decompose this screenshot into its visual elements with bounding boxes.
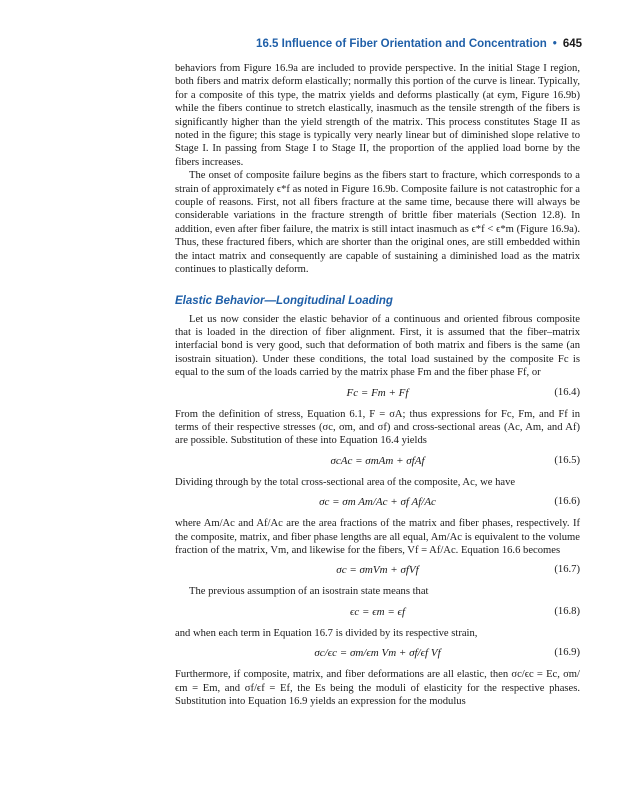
equation-16-7-expr: σc = σmVm + σfVf (336, 564, 419, 577)
equation-16-8-number: (16.8) (554, 605, 580, 617)
paragraph-2: The onset of composite failure begins as the fibers start to fracture, which corresponds to a strain of approximately ϵ*f as noted in Figure 16.9b. Composite failure is not catastrophic for a couple of reasons. First, not all fibers fracture at the same time, because there will always be considerable variations in the fracture strength of brittle fiber materials (Section 12.8). In addition, even after fiber failure, the matrix is still intact inasmuch as ϵ*f < ϵ*m (Figure 16.9a). Thus, these fractured fibers, which are shorter than the original ones, are still embedded within the intact matrix and consequently are capable of sustaining a diminished load as the matrix continues to plastically deform. (175, 170, 580, 276)
equation-16-5 (175, 452, 580, 472)
equation-16-4 (175, 384, 580, 404)
equation-16-5-number: (16.5) (554, 454, 580, 466)
paragraph-7: The previous assumption of an isostrain state means that (189, 586, 429, 598)
equation-16-7-number: (16.7) (554, 564, 580, 576)
page-number: 645 (562, 38, 582, 50)
paragraph-4: From the definition of stress, Equation 6.1, F = σA; thus expressions for Fc, Fm, and Ff in terms of their respective stresses (σc, σm, and σf) and cross-sectional areas (Ac, Am, and Af) are possible. Substitution of these into Equation 16.4 yields (175, 408, 580, 447)
equation-16-9-number: (16.9) (554, 647, 580, 659)
equation-16-6-expr: σc = σm Am/Ac + σf Af/Ac (319, 496, 436, 509)
equation-16-5-expr: σcAc = σmAm + σfAf (330, 454, 425, 467)
section-title: 16.5 Influence of Fiber Orientation and Concentration (256, 38, 547, 50)
equation-16-6-number: (16.6) (554, 496, 580, 508)
paragraph-5: Dividing through by the total cross-sectional area of the composite, Ac, we have (175, 476, 516, 488)
text-column (175, 62, 580, 708)
equation-16-8-expr: ϵc = ϵm = ϵf (349, 605, 406, 618)
equation-16-4-expr: Fc = Fm + Ff (346, 386, 409, 399)
running-header (256, 38, 582, 50)
paragraph-6: where Am/Ac and Af/Ac are the area fractions of the matrix and fiber phases, respectively. If the composite, matrix, and fiber phase lengths are all equal, Am/Ac is equivalent to the volume fraction of the matrix, Vm, and likewise for the fibers, Vf = Af/Ac. Equation 16.6 becomes (175, 518, 580, 556)
equation-16-9-expr: σc/ϵc = σm/ϵm Vm + σf/ϵf Vf (314, 647, 441, 660)
equation-16-6 (175, 493, 580, 513)
header-bullet: • (552, 38, 557, 50)
equation-16-9 (175, 644, 580, 664)
equation-16-8 (175, 603, 580, 623)
paragraph-9: Furthermore, if composite, matrix, and fiber deformations are all elastic, then σc/ϵc = Ec, σm/ϵm = Em, and σf/ϵf = Ef, the Es being the moduli of elasticity for the respective phases. Substitution into Equation 16.9 yields an expression for the modulus (175, 669, 580, 707)
equation-16-4-number: (16.4) (554, 386, 580, 398)
paragraph-1: behaviors from Figure 16.9a are included to provide perspective. In the initial Stage I region, both fibers and matrix deform elastically; normally this portion of the curve is linear. Typically, for a composite of this type, the matrix yields and deforms plastically (at ϵym, Figure 16.9b) while the fibers continue to stretch elastically, inasmuch as the tensile strength of the fibers is significantly higher than the yield strength of the matrix. This process constitutes Stage II as noted in the figure; this stage is typically very nearly linear but of diminished slope relative to Stage I. In passing from Stage I to Stage II, the proportion of the applied load borne by the fibers increases. (175, 63, 580, 168)
section-heading: Elastic Behavior—Longitudinal Loading (175, 294, 393, 307)
paragraph-8: and when each term in Equation 16.7 is divided by its respective strain, (175, 627, 478, 639)
equation-16-7 (175, 561, 580, 581)
paragraph-3: Let us now consider the elastic behavior of a continuous and oriented fibrous composite that is loaded in the direction of fiber alignment. First, it is assumed that the fiber–matrix interfacial bond is very good, such that deformation of both matrix and fibers is the same (an isostrain situation). Under these conditions, the total load sustained by the composite Fc is equal to the sum of the loads carried by the matrix phase Fm and the fiber phase Ff, or (175, 313, 580, 379)
